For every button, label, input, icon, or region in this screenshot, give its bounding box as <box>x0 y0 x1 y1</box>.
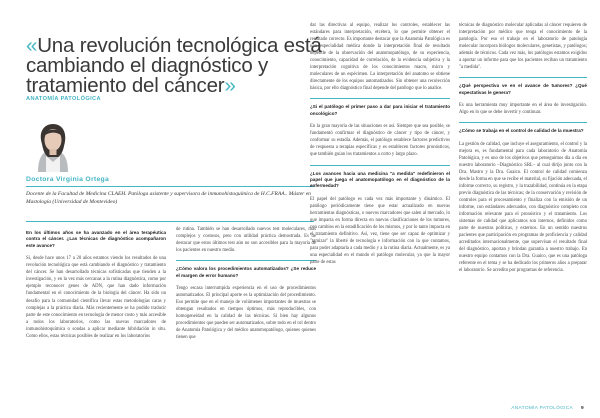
column-2 <box>176 226 316 347</box>
paragraph: Tengo escasa interrumpida experiencia en el uso de procedimientos automatizados. El principal aporte es la optimización del procedimiento. Eso permite que en el manejo de volúmenes importantes de muestras se obtengan resultados en tiempos óptimos, más reproducibles, con homogeneidad en la calidad de las técnicas. Si bien hay algunos procedimientos que pueden ser automatizados, sobre todo en el rol dentro de Anatomía Patológica y del médico anatomopatólogo, quienes quienes tienen que <box>176 286 316 341</box>
paragraph: Es una herramienta muy importante en el área de investigación. Algo en lo que se debe invertir y continuar. <box>459 103 587 116</box>
column-1 <box>26 226 166 346</box>
paragraph: El papel del patólogo es cada vez más importante y dinámico. El patólogo periódicamente tiene que estar actualizado en nuevas herramientas diagnósticas, o nuevos marcadores que salen al mercado, lo que impacta en forma directa en nuevas clasificaciones de los tumores, con cambios en la estadificación de los mismos, y por lo tanto impacta en el tratamiento definitivo. Así, vez, tiene que ser capaz de optimizar y "tamizar" la liberté de tecnología e información con la que contamos, para poder adaptarla a cada medio y a la rutina diaria. Actualmente, es ya una especialidad en el mundo el patólogo molecular, ya que la mayor parte de estas <box>310 196 450 266</box>
paragraph: dar las directivas al equipo, realizar los controles, establecer las estándares para interpretación, etcétera, lo que permite obtener el resultado correcto. Es importante destacar que la Anatomía Patológica es una especialidad médica donde la interpretación final de resultado depende de la observación del anatomopatólogo, de su experiencia, conocimiento, capacidad de correlación, de la evidencia subjetiva y la interpretación cognitiva de los conocimientos macro, micro y moleculares de un espécimen. La interpretación del anatomo se obtiene directamente de los equipos automatizados. Sin obtener una recolección básica, por ello diagnóstico final depende del patólogo que lo analice. <box>310 23 450 92</box>
bio-divider <box>26 221 314 222</box>
author-portrait <box>24 118 82 172</box>
page-footer <box>511 406 584 411</box>
question-heading: ¿Si el patólogo el primer paso a dar para iniciar el tratamiento oncológico? <box>310 104 450 116</box>
paragraph: de rutina. También se han desarrollado nuevos test moleculares, más complejos y costosos, pero con utilidad práctica demostrada. Es de destacar que estos últimos test aún no son accesibles para la mayoría de los pacientes en nuestro medio. <box>176 227 316 254</box>
article-title <box>26 33 326 97</box>
paragraph: La gestión de calidad, que incluye el aseguramiento, el control y la mejora es, es fundamental para cada laboratorio de Anatomía Patológica, y es uno de los objetivos que perseguimos día a día en nuestro laboratorio –Diagnóstico SRL– al cual dirijo junto con la Dra. Mastro y la Dra. Guaico. El control de calidad comienza desde la forma en que se recibe el material, su fijación adecuada, el informe correcto, su registro, y la trazabilidad, continúa en la etapa previo diagnóstica de las técnicas; de la conservación y revisión de controles para el procesamiento y finaliza con la emisión de un informe, con estándares adecuados, con diagnóstico completo con información relevante para el pronóstico y el tratamiento. Los sistemas de calidad que aplicamos son internos, definidos como parte de nuestras políticas, y externos. En un sentido nuestros pacientes que participación en programas de proficiencia y calidad acreditados internacionalmente, que supervisan el resultado final del diagnóstico, aportan y brindan garantía a nuestro trabajo. En nuestro equipo contamos con la Dra. Guaico, que es una patóloga referente en el tema y se ha dedicado los primeros años a preparar el laboratorio. Se acredito por programas de referencia. <box>459 141 587 274</box>
page-number: 9 <box>581 406 584 411</box>
question-heading: ¿Qué perspectiva ve en el avance de tumores? ¿Qué expectativas le genera? <box>459 83 587 95</box>
column-4 <box>459 22 587 281</box>
question-heading: ¿Los avances hacia una medicina "a medida" redefinieron el papel que juega el anatomopatólogo en el diagnóstico de la enfermedad? <box>310 170 450 189</box>
close-quote: » <box>224 73 236 97</box>
portrait-image <box>24 118 82 172</box>
title-text: Una revolución tecnológica está cambiando el diagnóstico y tratamiento del cáncer <box>26 33 322 97</box>
divider <box>310 165 450 166</box>
divider <box>310 98 450 99</box>
divider <box>459 122 587 123</box>
footer-section: ANATOMÍA PATOLÓGICA <box>511 406 574 411</box>
open-quote: « <box>26 33 38 57</box>
answer-paragraph: Sí, desde hace unos 17 a 20 años estamos viendo los resultados de una revolución tecnológica que está cambiando el diagnóstico y tratamiento del cáncer. Se han desarrollado técnicas sofisticadas que tienden a la investigación, y en la vez más cercanas a la rutina diagnóstica, como por ejemplo reconocer genes de ADN, que han dado información fundamental en el conocimiento de la biología del cáncer. Ha sido un desafío para la comunidad científica llevar estas metodologías caras y complejas a la práctica diaria. Más recientemente se ha podido traducir parte de este conocimiento en tecnología de menor costo y más accesible a todos los laboratorios, como las nuevas marcadores de inmunohistoquímica o sondas a aplicar mediante hibridación in situ. Como ellos, estas técnicas posibles de realizar en los laboratorios <box>26 256 166 339</box>
author-bio: Docente de la Facultad de Medicina CLAEH. Patóloga asistente y supervisora de inmunohistoquímica de H.C.FRAA.. Máster en Mastología (Universidad de Montevideo) <box>26 191 311 205</box>
author-name: Doctora Virginia Ortega <box>26 176 110 183</box>
paragraph: En la gran mayoría de las situaciones es así. Siempre que sea posible, se fundamentó confirmar el diagnóstico de cáncer y tipo de cáncer, y conformar su estadía. Además, el patólogo establece factores predictivos de respuesta a terapias específicas y es establecen factores pronósticos, que también guían los tratamientos a corto y largo plazo. <box>310 124 450 158</box>
question-heading: En los últimos años se ha avanzado en el área terapéutica contra el cáncer. ¿Las técnicas de diagnóstico acompañaron este avance? <box>26 230 166 248</box>
divider <box>176 260 316 261</box>
divider <box>459 77 587 78</box>
paragraph: técnicas de diagnóstico molecular aplicadas al cáncer requieren de interpretación por médico que tenga el conocimiento de la patología. Por eso el trabajo en el laboratorio de patología molecular incorpora biólogos moleculares, genetistas, y patólogos; además de técnicos. Cada vez más, los patólogos estamos exigidos a aportar un informe para que los pacientes reciban un tratamiento "a medida". <box>459 23 587 71</box>
column-3 <box>310 22 450 272</box>
section-label: ANATOMÍA PATOLÓGICA <box>26 96 101 102</box>
author-divider <box>26 186 314 187</box>
question-heading: ¿Cómo valora los procedimientos automatizados? ¿Se reduce el margen de error humano? <box>176 266 316 278</box>
question-heading: ¿Cómo se trabaja en el control de calidad de la muestra? <box>459 128 584 134</box>
